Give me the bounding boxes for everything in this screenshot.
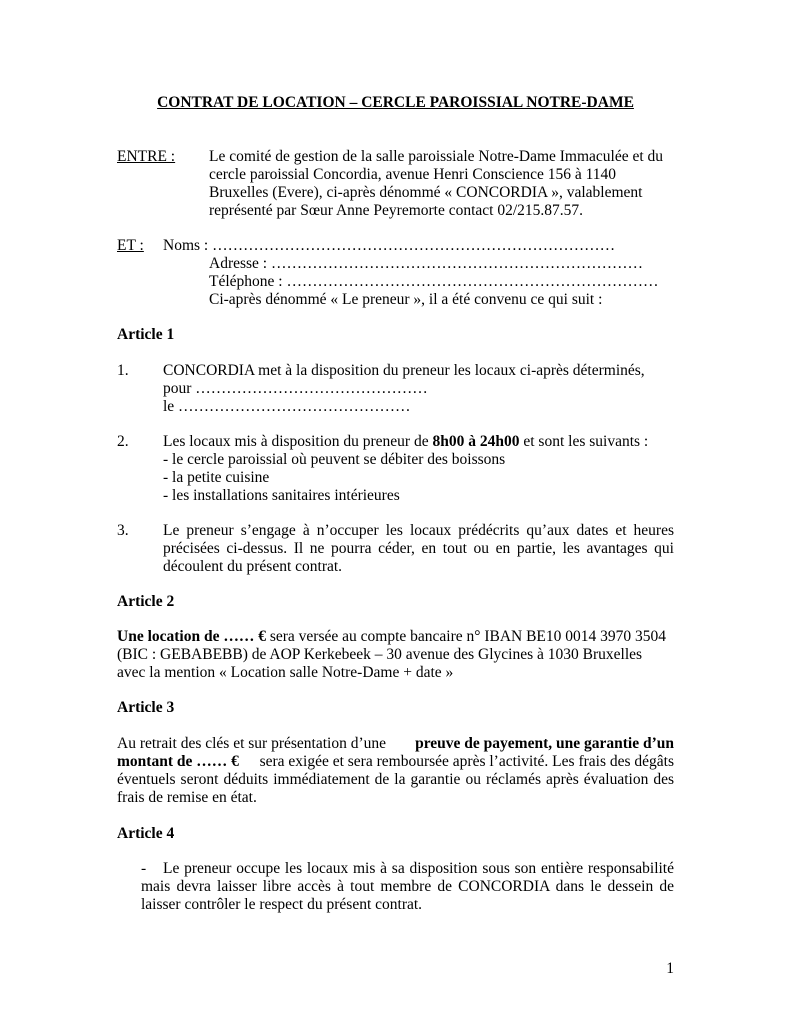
article-3-heading: Article 3 <box>117 699 175 716</box>
garantie-text: preuve de payement, une garantie d’un <box>415 735 674 752</box>
entre-line: cercle paroissial Concordia, avenue Henri Conscience 156 à 1140 <box>209 166 617 183</box>
location-amount: Une location de …… € <box>117 628 266 645</box>
article-3-line: éventuels seront déduits immédiatement de la garantie ou réclamés après évaluation des <box>117 771 674 788</box>
article-1-item-1-line: CONCORDIA met à la disposition du preneur les locaux ci-après déterminés, <box>163 362 645 379</box>
article-1-item-2-line <box>163 433 648 451</box>
article-4-line: Le preneur occupe les locaux mis à sa disposition sous son entière responsabilité <box>163 860 674 877</box>
item-number: 1. <box>117 362 129 379</box>
article-4-heading: Article 4 <box>117 825 175 842</box>
garantie-amount: montant de …… € <box>117 753 239 770</box>
article-1-item-3-line: précisées ci-dessus. Il ne pourra céder, en tout ou en partie, les avantages qui <box>163 540 674 557</box>
dash-bullet: - <box>141 860 147 877</box>
text-segment: sera versée au compte bancaire n° IBAN BE10 0014 3970 3504 <box>265 628 667 645</box>
ci-apres-line: Ci-après dénommé « Le preneur », il a été convenu ce qui suit : <box>209 291 603 308</box>
article-2-line: avec la mention « Location salle Notre-Dame + date » <box>117 664 454 681</box>
article-1-item-1-line: le ……………………………………… <box>163 398 411 415</box>
item-number: 3. <box>117 522 129 539</box>
entre-line: Bruxelles (Evere), ci-après dénommé « CONCORDIA », valablement <box>209 184 643 201</box>
telephone-field: Téléphone : ……………………………………………………………… <box>209 273 659 290</box>
entre-line: Le comité de gestion de la salle paroissiale Notre-Dame Immaculée et du <box>209 148 664 165</box>
text-segment: sera exigée et sera remboursée après l’activité. Les frais des dégâts <box>255 753 674 770</box>
adresse-field: Adresse : ……………………………………………………………… <box>209 255 643 272</box>
document-title: CONTRAT DE LOCATION – CERCLE PAROISSIAL NOTRE-DAME <box>157 94 634 111</box>
text-segment: Les locaux mis à disposition du preneur de <box>163 433 433 450</box>
hours-text: 8h00 à 24h00 <box>432 433 520 450</box>
locaux-bullet: - le cercle paroissial où peuvent se débiter des boissons <box>163 451 506 468</box>
text-segment: et sont les suivants : <box>519 433 649 450</box>
article-4-line: laisser contrôler le respect du présent contrat. <box>141 896 423 913</box>
locaux-bullet: - les installations sanitaires intérieures <box>163 487 400 504</box>
item-number: 2. <box>117 433 129 450</box>
article-3-line: frais de remise en état. <box>117 789 257 806</box>
noms-field: Noms : …………………………………………………………………… <box>163 237 616 254</box>
page-number: 1 <box>666 960 674 977</box>
article-1-item-1-line: pour ……………………………………… <box>163 380 428 397</box>
entre-line: représenté par Sœur Anne Peyremorte contact 02/215.87.57. <box>209 202 584 219</box>
entre-label: ENTRE : <box>117 148 176 165</box>
article-2-line <box>117 628 666 646</box>
article-3-line <box>117 753 674 771</box>
article-2-heading: Article 2 <box>117 593 175 610</box>
article-1-heading: Article 1 <box>117 326 175 343</box>
locaux-bullet: - la petite cuisine <box>163 469 270 486</box>
article-1-item-3-line: Le preneur s’engage à n’occuper les locaux prédécrits qu’aux dates et heures <box>163 522 674 539</box>
article-1-item-3-line: découlent du présent contrat. <box>163 558 343 575</box>
article-2-line: (BIC : GEBABEBB) de AOP Kerkebeek – 30 avenue des Glycines à 1030 Bruxelles <box>117 646 643 663</box>
et-label: ET : <box>117 237 144 254</box>
article-3-line <box>117 735 674 753</box>
article-4-line: mais devra laisser libre accès à tout membre de CONCORDIA dans le dessein de <box>141 878 674 895</box>
text-segment: Au retrait des clés et sur présentation d’une <box>117 735 390 752</box>
